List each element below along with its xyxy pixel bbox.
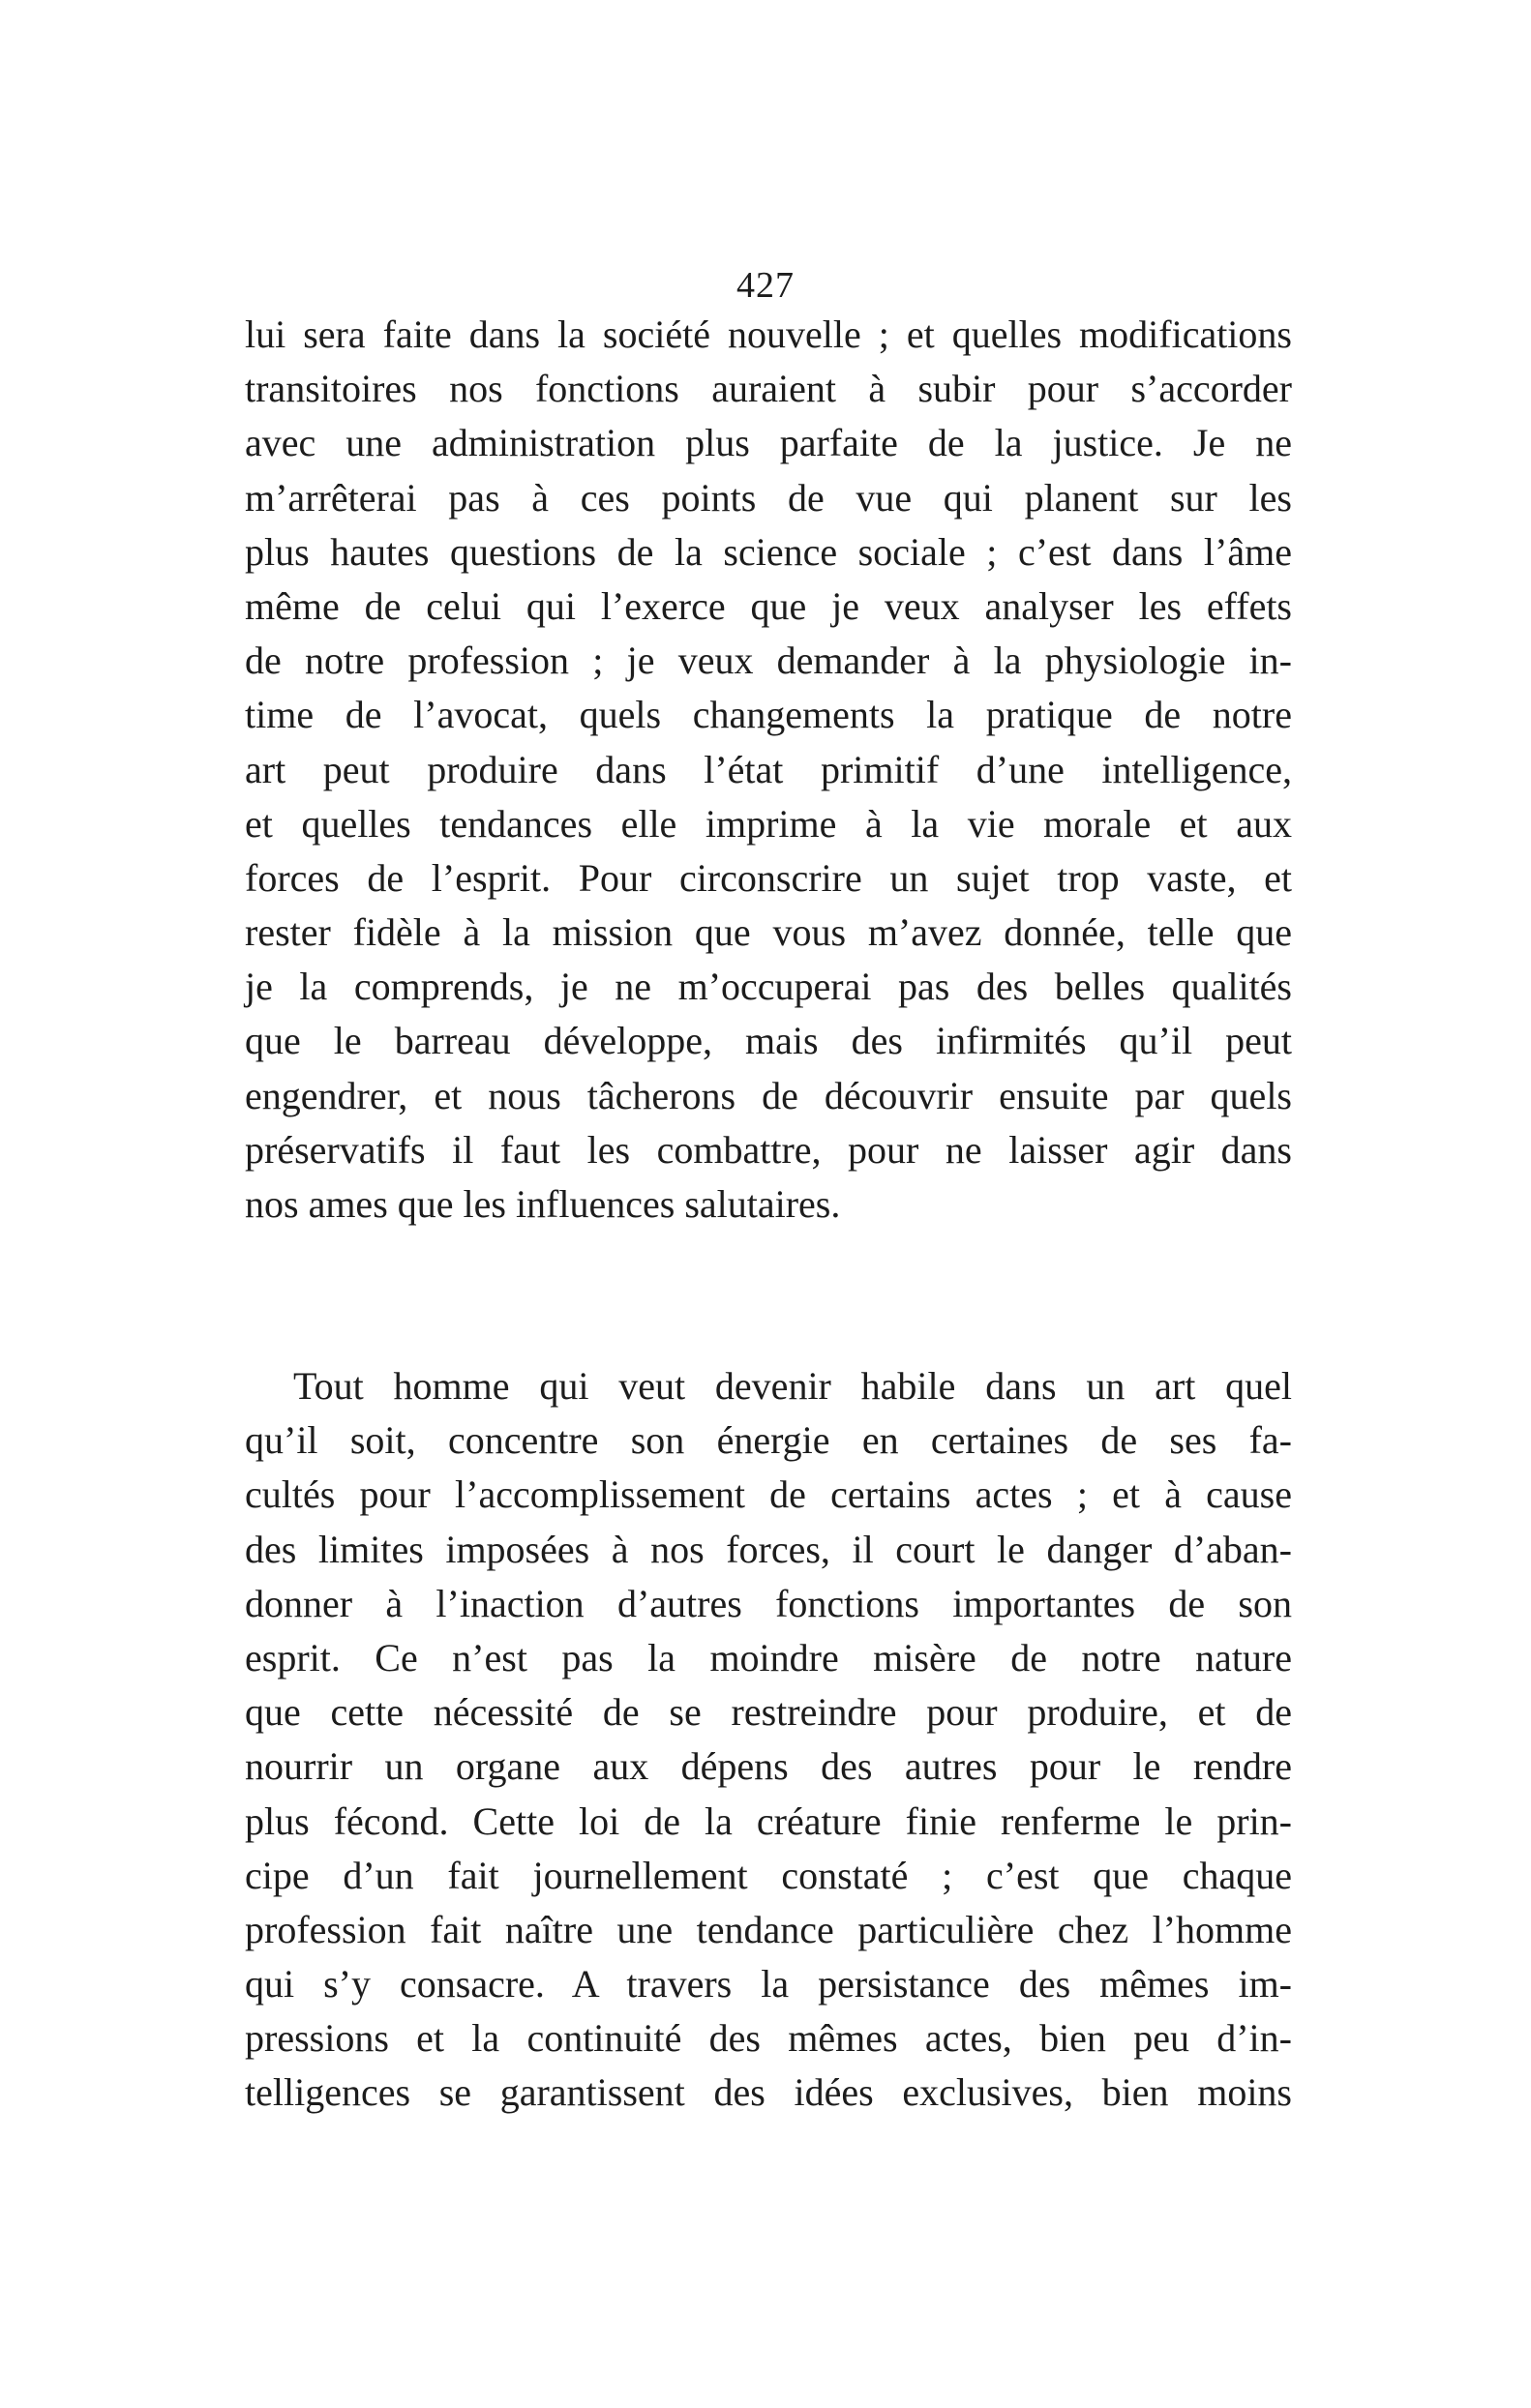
text-line: m’arrêterai pas à ces points de vue qui planent sur les [245, 475, 1292, 520]
text-line: plus fécond. Cette loi de la créature finie renferme le prin- [245, 1799, 1292, 1843]
text-line: cultés pour l’accomplissement de certains actes ; et à cause [245, 1472, 1292, 1517]
text-line: de notre profession ; je veux demander à la physiologie in- [245, 639, 1292, 683]
text-line: Tout homme qui veut devenir habile dans un art quel [293, 1364, 1292, 1408]
text-line: nourrir un organe aux dépens des autres pour le rendre [245, 1744, 1292, 1789]
text-line: esprit. Ce n’est pas la moindre misère de notre nature [245, 1635, 1292, 1680]
text-line: telligences se garantissent des idées exclusives, bien moins [245, 2070, 1292, 2115]
text-line: préservatifs il faut les combattre, pour ne laisser agir dans [245, 1127, 1292, 1172]
text-line: engendrer, et nous tâcherons de découvrir ensuite par quels [245, 1073, 1292, 1117]
text-line: que le barreau développe, mais des infirmités qu’il peut [245, 1019, 1292, 1063]
text-line: et quelles tendances elle imprime à la vie morale et aux [245, 801, 1292, 846]
text-line: avec une administration plus parfaite de la justice. Je ne [245, 421, 1292, 465]
text-line: art peut produire dans l’état primitif d’une intelligence, [245, 747, 1292, 791]
text-line: forces de l’esprit. Pour circonscrire un sujet trop vaste, et [245, 855, 1292, 900]
text-line: pressions et la continuité des mêmes actes, bien peu d’in- [245, 2016, 1292, 2061]
text-line: profession fait naître une tendance particulière chez l’homme [245, 1907, 1292, 1951]
paragraph-1 [245, 308, 1292, 1232]
text-line: qu’il soit, concentre son énergie en certaines de ses fa- [245, 1418, 1292, 1463]
text-line: transitoires nos fonctions auraient à subir pour s’accorder [245, 367, 1292, 411]
page-number: 427 [736, 265, 795, 306]
paragraph-2 [245, 1359, 1292, 2121]
text-line: rester fidèle à la mission que vous m’avez donnée, telle que [245, 910, 1292, 955]
text-line: lui sera faite dans la société nouvelle ; et quelles modifications [245, 312, 1292, 356]
text-line: nos ames que les influences salutaires. [245, 1182, 841, 1226]
text-line: des limites imposées à nos forces, il court le danger d’aban- [245, 1527, 1292, 1571]
text-line: qui s’y consacre. A travers la persistance des mêmes im- [245, 1962, 1292, 2007]
text-line: donner à l’inaction d’autres fonctions importantes de son [245, 1581, 1292, 1625]
text-line: cipe d’un fait journellement constaté ; c’est que chaque [245, 1853, 1292, 1897]
text-line: plus hautes questions de la science sociale ; c’est dans l’âme [245, 529, 1292, 574]
text-line: même de celui qui l’exerce que je veux analyser les effets [245, 583, 1292, 628]
text-line: time de l’avocat, quels changements la pratique de notre [245, 693, 1292, 737]
text-line: que cette nécessité de se restreindre pour produire, et de [245, 1690, 1292, 1735]
text-line: je la comprends, je ne m’occuperai pas des belles qualités [245, 965, 1292, 1009]
